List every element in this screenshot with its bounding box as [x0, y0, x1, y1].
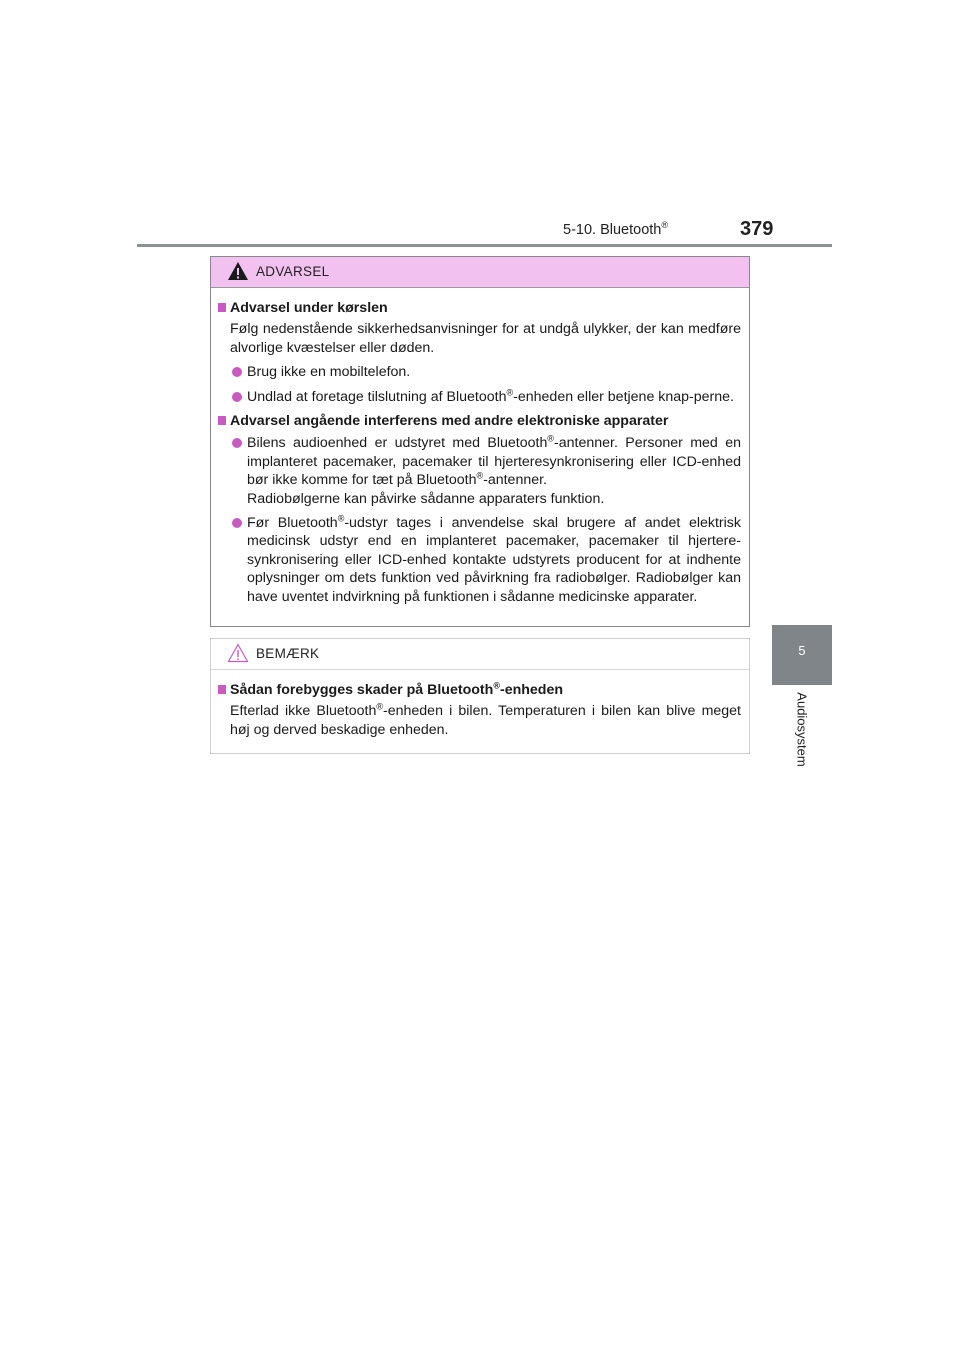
bullet-item — [217, 434, 741, 508]
notice-title: BEMÆRK — [256, 646, 320, 661]
paragraph-text: Efterlad ikke Bluetooth — [230, 703, 377, 720]
bullet-item — [217, 388, 741, 406]
bullet-text: Radiobølgerne kan påvirke sådanne apparaters funktion. — [247, 490, 605, 507]
registered-mark: ® — [493, 680, 500, 691]
warning-box-body — [211, 288, 749, 606]
warning-paragraph: Følg nedenstående sikkerhedsanvisninger for at undgå ulykker, der kan medføre alvorlige kvæstelser eller døden. — [230, 321, 741, 356]
chapter-tab — [772, 625, 832, 685]
bullet-text: -antenner. Personer med en implanteret pacemaker, pacemaker til hjerteresynkronisering eller ICD-enhed bør ikke komme for tæt på Bluetooth — [247, 435, 741, 489]
bullet-text: Undlad at foretage tilslutning af Bluetooth — [247, 388, 507, 405]
warning-title: ADVARSEL — [256, 264, 330, 279]
registered-mark: ® — [337, 513, 345, 524]
heading-text: -enheden — [499, 682, 564, 698]
warning-heading-interference: Advarsel angående interferens med andre elektroniske apparater — [217, 412, 741, 430]
notice-box — [210, 638, 750, 754]
section-title — [563, 222, 668, 238]
chapter-number: 5 — [798, 643, 806, 658]
bullet-item — [217, 514, 741, 606]
bullet-text: Bilens audioenhed er udstyret med Bluetooth — [247, 435, 548, 452]
page-number: 379 — [740, 218, 774, 240]
registered-mark: ® — [376, 701, 383, 712]
bullet-text: -udstyr tages i anvendelse skal brugere af andet elektrisk medicinsk udstyr end en implanteret pacemaker, pacemaker til hjertere-synkronisering eller ICD-enhed kontakte udstyrets producent for at indhente oplysninger om dets funktion ved påvirkning fra radiobølger. Radiobølger kan have uventet indvirkning på funktionen i sådanne medicinske apparater. — [247, 515, 741, 605]
notice-box-body — [211, 670, 749, 739]
registered-mark: ® — [661, 220, 668, 231]
warning-box-header — [211, 257, 749, 288]
heading-text: Sådan forebygges skader på Bluetooth — [230, 682, 494, 698]
notice-paragraph — [217, 702, 741, 739]
chapter-label: Audiosystem — [794, 692, 810, 767]
warning-box — [210, 256, 750, 627]
registered-mark: ® — [476, 470, 484, 481]
registered-mark: ® — [506, 386, 514, 397]
warning-triangle-icon — [227, 261, 249, 281]
caution-triangle-icon — [227, 643, 249, 663]
warning-heading-driving: Advarsel under kørslen — [217, 299, 741, 317]
registered-mark: ® — [547, 433, 554, 444]
notice-box-header — [211, 639, 749, 670]
bullet-text: Før Bluetooth — [247, 515, 338, 532]
bullet-text: -enheden eller betjene knap-perne. — [513, 388, 734, 405]
bullet-item: Brug ikke en mobiltelefon. — [217, 363, 741, 381]
notice-heading — [217, 681, 741, 699]
bullet-text: -antenner. — [483, 472, 548, 489]
header-rule — [137, 244, 832, 247]
paragraph-text: -enheden i bilen. Temperaturen i bilen kan blive meget høj og derved beskadige enheden. — [230, 703, 741, 738]
section-title-text: 5-10. Bluetooth — [563, 222, 662, 238]
